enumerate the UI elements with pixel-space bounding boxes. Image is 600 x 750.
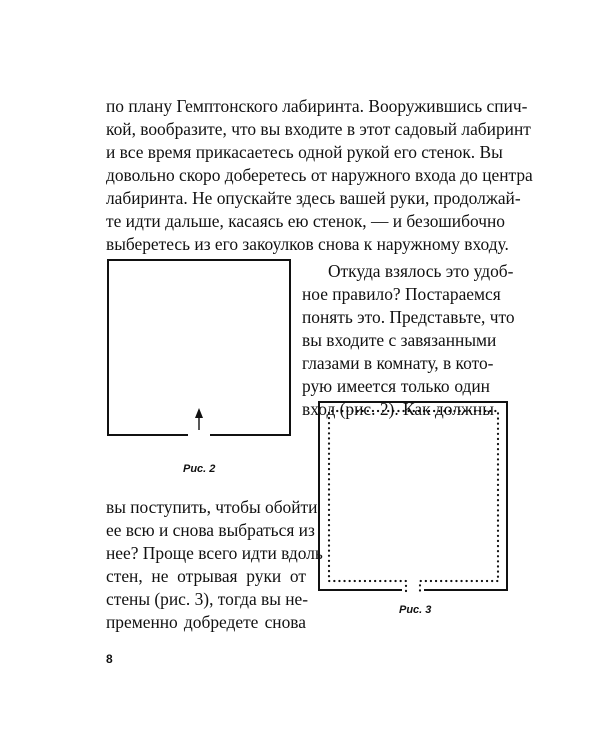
text-line: стен, не отрывая руки от — [106, 566, 306, 586]
text-line: ное правило? Постараемся — [302, 284, 501, 304]
text-line: выберетесь из его закоулков снова к наружному входу. — [106, 234, 509, 254]
text-line: по плану Гемптонского лабиринта. Вооружившись спич- — [106, 96, 528, 116]
text-line: нее? Проще всего идти вдоль — [106, 543, 323, 563]
text-line: понять это. Представьте, что — [302, 307, 515, 327]
figure-2-caption: Рис. 2 — [183, 463, 216, 475]
text-line: довольно скоро доберетесь от наружного входа до центра — [106, 165, 533, 185]
text-line: вы поступить, чтобы обойти — [106, 497, 318, 517]
text-line: лабиринта. Не опускайте здесь вашей руки, продолжай- — [106, 188, 521, 208]
text-line: ее всю и снова выбраться из — [106, 520, 315, 540]
figure-2-room-diagram — [106, 258, 296, 438]
text-line: вы входите с завязанными — [302, 330, 497, 350]
figure-3-caption: Рис. 3 — [399, 604, 432, 616]
text-line: стены (рис. 3), тогда вы не- — [106, 589, 309, 609]
text-line: глазами в комнату, в кото- — [302, 353, 494, 373]
figure-3-room-diagram — [317, 400, 512, 600]
text-line: рую имеется только один — [302, 376, 490, 396]
text-line: пременно добредете снова — [106, 612, 306, 632]
text-line: и все время прикасаетесь одной рукой его стенок. Вы — [106, 142, 503, 162]
text-line: вход (рис. 2). Как должны — [302, 399, 494, 419]
text-line: Откуда взялось это удоб- — [328, 261, 514, 281]
page-number: 8 — [106, 652, 113, 666]
text-line: те идти дальше, касаясь ею стенок, — и безошибочно — [106, 211, 505, 231]
text-line: кой, вообразите, что вы входите в этот садовый лабиринт — [106, 119, 531, 139]
